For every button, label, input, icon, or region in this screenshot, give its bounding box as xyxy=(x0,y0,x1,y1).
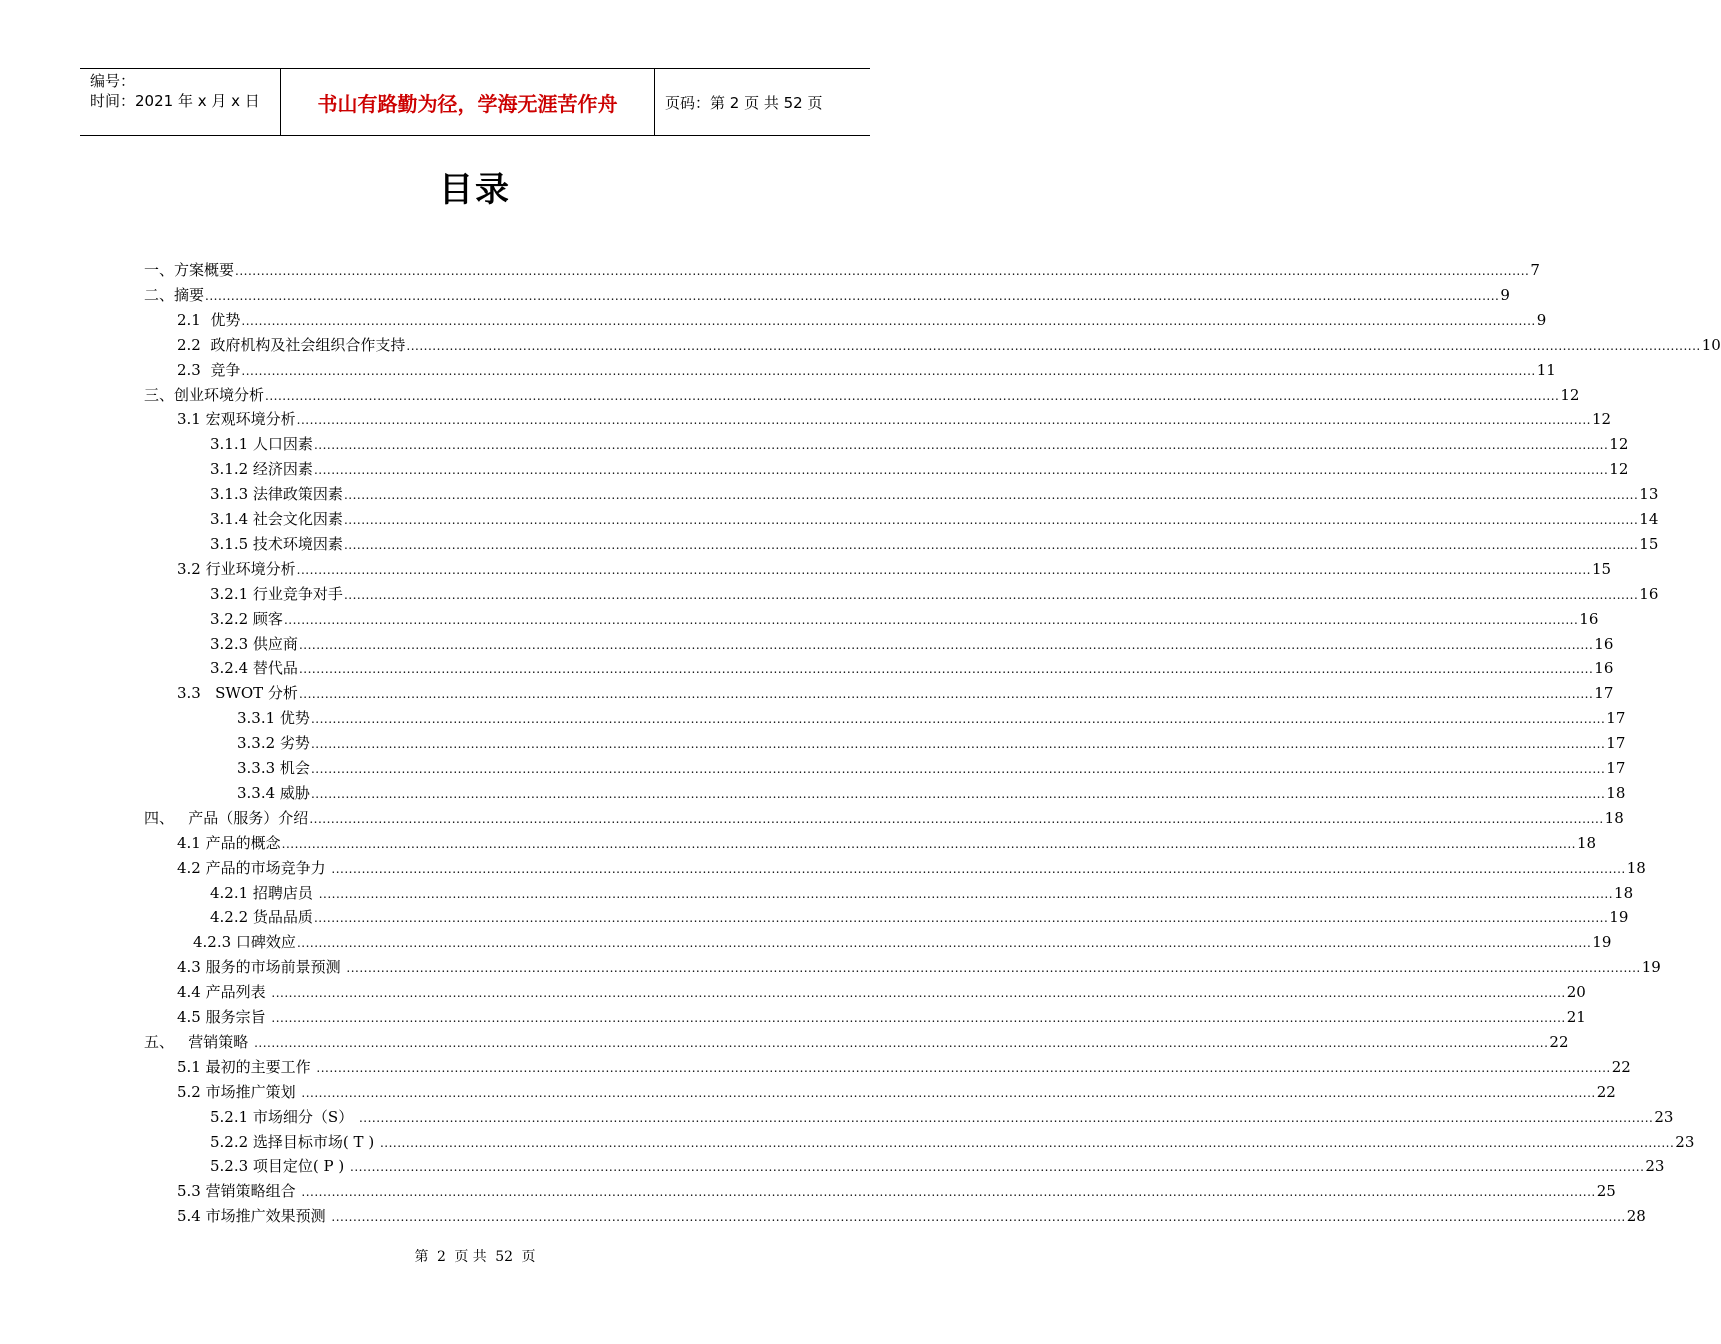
toc-dot-leader: ............................................................................................................................................................................................................................................................................................................ xyxy=(241,313,1536,328)
toc-entry-page: 22 xyxy=(1549,1032,1569,1051)
toc-dot-leader: ............................................................................................................................................................................................................................................................................................................ xyxy=(343,537,1639,552)
toc-dot-leader: ............................................................................................................................................................................................................................................................................................................ xyxy=(296,413,1591,428)
toc-entry-label: 二、摘要 xyxy=(144,285,205,304)
footer-mid: 页 共 xyxy=(454,1249,487,1265)
toc-dot-leader: ............................................................................................................................................................................................................................................................................................................ xyxy=(346,961,1641,976)
toc-entry[interactable] xyxy=(177,1080,1616,1104)
toc-dot-leader: ............................................................................................................................................................................................................................................................................................................ xyxy=(350,1160,1645,1175)
toc-entry-label: 3.3.1 优势 xyxy=(237,709,310,728)
toc-entry[interactable] xyxy=(177,333,1721,357)
toc-dot-leader: ............................................................................................................................................................................................................................................................................................................ xyxy=(298,687,1594,702)
footer-total-pages: 52 xyxy=(495,1249,514,1265)
toc-entry-label: 5.1 最初的主要工作 xyxy=(177,1057,316,1076)
toc-entry[interactable] xyxy=(210,1154,1665,1178)
toc-entry-label: 4.3 服务的市场前景预测 xyxy=(177,958,346,977)
toc-entry-label: 三、创业环境分析 xyxy=(144,385,265,404)
toc-entry[interactable] xyxy=(177,1055,1631,1079)
toc-dot-leader: ............................................................................................................................................................................................................................................................................................................ xyxy=(331,861,1626,876)
toc-entry-page: 10 xyxy=(1701,335,1721,354)
toc-entry-label: 3.1.4 社会文化因素 xyxy=(210,510,343,528)
toc-entry[interactable] xyxy=(193,930,1612,954)
footer-current-page: 2 xyxy=(436,1249,446,1265)
toc-dot-leader: ............................................................................................................................................................................................................................................................................................................ xyxy=(205,288,1500,303)
toc-entry-label: 3.2.2 顾客 xyxy=(210,609,283,628)
toc-entry[interactable] xyxy=(177,681,1614,705)
toc-entry-page: 17 xyxy=(1606,734,1626,753)
toc-entry[interactable] xyxy=(177,1204,1646,1228)
toc-entry-label: 3.3.3 机会 xyxy=(237,759,310,777)
page-title: 目录 xyxy=(439,170,511,210)
toc-entry[interactable] xyxy=(210,582,1659,606)
toc-entry-label: 3.1.2 经济因素 xyxy=(210,460,313,479)
header-motto: 书山有路勤为径，学海无涯苦作舟 xyxy=(281,69,655,135)
toc-entry-page: 16 xyxy=(1639,584,1659,603)
toc-entry-page: 11 xyxy=(1536,360,1556,379)
toc-entry-page: 19 xyxy=(1641,958,1661,977)
toc-dot-leader: ............................................................................................................................................................................................................................................................................................................ xyxy=(271,986,1566,1001)
toc-entry-label: 4.1 产品的概念 xyxy=(177,833,281,852)
toc-entry[interactable] xyxy=(210,432,1629,456)
toc-dot-leader: ............................................................................................................................................................................................................................................................................................................ xyxy=(310,762,1606,776)
toc-dot-leader: ............................................................................................................................................................................................................................................................................................................ xyxy=(298,662,1594,677)
toc-dot-leader: ............................................................................................................................................................................................................................................................................................................ xyxy=(343,587,1639,602)
toc-entry[interactable] xyxy=(177,308,1547,332)
toc-entry-label: 3.3.4 威胁 xyxy=(237,783,310,802)
toc-entry-page: 18 xyxy=(1606,783,1626,802)
toc-entry[interactable] xyxy=(144,258,1540,282)
toc-entry[interactable] xyxy=(237,781,1626,805)
toc-dot-leader: ............................................................................................................................................................................................................................................................................................................ xyxy=(281,836,1576,851)
toc-dot-leader: ............................................................................................................................................................................................................................................................................................................ xyxy=(358,1110,1654,1125)
toc-entry[interactable] xyxy=(177,831,1597,855)
toc-dot-leader: ............................................................................................................................................................................................................................................................................................................ xyxy=(301,1085,1596,1100)
toc-dot-leader: ............................................................................................................................................................................................................................................................................................................ xyxy=(379,1135,1675,1150)
toc-entry-page: 22 xyxy=(1596,1082,1616,1101)
toc-entry-label: 4.2 产品的市场竞争力 xyxy=(177,858,331,877)
toc-entry[interactable] xyxy=(237,756,1626,780)
toc-dot-leader: ............................................................................................................................................................................................................................................................................................................ xyxy=(316,1060,1611,1075)
toc-entry-page: 19 xyxy=(1609,908,1629,927)
toc-entry-label: 3.3.2 劣势 xyxy=(237,734,310,753)
toc-dot-leader: ............................................................................................................................................................................................................................................................................................................ xyxy=(313,463,1609,478)
toc-entry-label: 5.2.1 市场细分（S） xyxy=(210,1107,358,1126)
toc-entry-page: 18 xyxy=(1576,833,1597,852)
toc-entry-page: 23 xyxy=(1645,1157,1665,1176)
toc-entry-label: 4.5 服务宗旨 xyxy=(177,1008,271,1026)
toc-dot-leader: ............................................................................................................................................................................................................................................................................................................ xyxy=(310,712,1606,727)
toc-entry-label: 2.3 竞争 xyxy=(177,360,241,379)
toc-entry-label: 3.1.3 法律政策因素 xyxy=(210,485,343,504)
toc-entry[interactable] xyxy=(177,955,1661,979)
toc-dot-leader: ............................................................................................................................................................................................................................................................................................................ xyxy=(235,264,1530,278)
toc-dot-leader: ............................................................................................................................................................................................................................................................................................................ xyxy=(296,936,1592,951)
toc-entry[interactable] xyxy=(144,806,1624,830)
toc-dot-leader: ............................................................................................................................................................................................................................................................................................................ xyxy=(301,1185,1596,1200)
toc-entry-label: 五、 营销策略 xyxy=(144,1032,254,1051)
toc-entry-page: 14 xyxy=(1639,510,1659,528)
toc-entry-page: 13 xyxy=(1639,485,1659,504)
toc-entry-label: 2.1 优势 xyxy=(177,310,241,329)
toc-entry-label: 3.1.1 人口因素 xyxy=(210,435,313,454)
toc-entry[interactable] xyxy=(237,706,1626,730)
toc-entry[interactable] xyxy=(210,607,1599,631)
page-header xyxy=(80,68,870,136)
toc-entry-label: 5.3 营销策略组合 xyxy=(177,1182,301,1201)
toc-entry-label: 5.4 市场推广效果预测 xyxy=(177,1207,331,1226)
toc-dot-leader: ............................................................................................................................................................................................................................................................................................................ xyxy=(313,438,1609,453)
toc-entry-page: 9 xyxy=(1536,310,1547,329)
toc-entry-label: 一、方案概要 xyxy=(144,261,235,279)
toc-entry-page: 25 xyxy=(1596,1182,1616,1201)
page-footer xyxy=(0,1246,950,1266)
toc-entry-page: 16 xyxy=(1594,659,1614,678)
toc-entry-label: 4.2.1 招聘店员 xyxy=(210,883,318,902)
toc-entry[interactable] xyxy=(210,1105,1674,1129)
toc-dot-leader: ............................................................................................................................................................................................................................................................................................................ xyxy=(343,488,1639,503)
header-time-label: 时间：2021 年 x 月 x 日 xyxy=(90,92,260,110)
toc-entry[interactable] xyxy=(210,881,1634,905)
toc-entry-page: 12 xyxy=(1560,385,1580,404)
toc-entry-page: 16 xyxy=(1594,634,1614,653)
toc-entry[interactable] xyxy=(177,980,1586,1004)
toc-entry-label: 5.2.3 项目定位( P ) xyxy=(210,1157,350,1176)
toc-entry[interactable] xyxy=(177,1005,1586,1029)
toc-dot-leader: ............................................................................................................................................................................................................................................................................................................ xyxy=(406,338,1701,353)
toc-dot-leader: ............................................................................................................................................................................................................................................................................................................ xyxy=(283,612,1579,627)
toc-dot-leader: ............................................................................................................................................................................................................................................................................................................ xyxy=(310,786,1606,801)
toc-dot-leader: ............................................................................................................................................................................................................................................................................................................ xyxy=(241,363,1536,378)
toc-entry-page: 15 xyxy=(1639,534,1659,553)
toc-dot-leader: ............................................................................................................................................................................................................................................................................................................ xyxy=(313,911,1609,926)
toc-entry-page: 18 xyxy=(1626,858,1646,877)
toc-entry[interactable] xyxy=(177,557,1612,581)
toc-entry-label: 2.2 政府机构及社会组织合作支持 xyxy=(177,335,406,354)
toc-dot-leader: ............................................................................................................................................................................................................................................................................................................ xyxy=(318,886,1614,901)
footer-prefix: 第 xyxy=(414,1249,429,1265)
toc-entry-label: 四、 产品（服务）介绍 xyxy=(144,808,309,827)
header-page-info: 页码：第 2 页 共 52 页 xyxy=(665,93,823,112)
toc-entry-page: 18 xyxy=(1604,808,1624,827)
toc-entry[interactable] xyxy=(210,1130,1695,1154)
toc-entry-page: 16 xyxy=(1579,609,1599,628)
toc-entry[interactable] xyxy=(177,856,1646,880)
toc-dot-leader: ............................................................................................................................................................................................................................................................................................................ xyxy=(265,388,1560,403)
toc-dot-leader: ............................................................................................................................................................................................................................................................................................................ xyxy=(310,737,1606,752)
toc-entry[interactable] xyxy=(177,358,1556,382)
toc-dot-leader: ............................................................................................................................................................................................................................................................................................................ xyxy=(254,1035,1549,1050)
toc-entry[interactable] xyxy=(210,632,1614,656)
toc-entry[interactable] xyxy=(210,457,1629,481)
toc-entry-page: 12 xyxy=(1609,460,1629,479)
toc-entry[interactable] xyxy=(210,532,1659,556)
toc-entry-label: 3.3 SWOT 分析 xyxy=(177,684,298,703)
footer-suffix: 页 xyxy=(521,1249,536,1265)
toc-entry-label: 5.2.2 选择目标市场( T ) xyxy=(210,1132,379,1151)
toc-dot-leader: ............................................................................................................................................................................................................................................................................................................ xyxy=(309,811,1604,826)
toc-entry[interactable] xyxy=(144,283,1510,307)
toc-dot-leader: ............................................................................................................................................................................................................................................................................................................ xyxy=(298,637,1594,652)
toc-entry-page: 21 xyxy=(1566,1008,1586,1026)
toc-entry-label: 3.2 行业环境分析 xyxy=(177,559,296,578)
toc-entry-page: 12 xyxy=(1591,410,1612,429)
toc-entry-page: 19 xyxy=(1592,933,1612,952)
toc-entry-page: 23 xyxy=(1654,1107,1674,1126)
toc-entry[interactable] xyxy=(144,1030,1569,1054)
toc-entry[interactable] xyxy=(144,383,1580,407)
toc-entry[interactable] xyxy=(210,507,1659,531)
toc-entry-label: 5.2 市场推广策划 xyxy=(177,1082,301,1101)
toc-entry[interactable] xyxy=(177,407,1612,431)
toc-entry[interactable] xyxy=(210,656,1614,680)
header-number-label: 编号： xyxy=(90,72,136,90)
toc-entry-page: 17 xyxy=(1594,684,1614,703)
toc-entry-page: 9 xyxy=(1500,285,1510,304)
toc-entry-page: 17 xyxy=(1606,709,1626,728)
toc-dot-leader: ............................................................................................................................................................................................................................................................................................................ xyxy=(296,562,1591,577)
toc-entry-label: 3.2.3 供应商 xyxy=(210,634,298,653)
toc-dot-leader: ............................................................................................................................................................................................................................................................................................................ xyxy=(271,1011,1566,1025)
toc-entry-page: 20 xyxy=(1566,983,1586,1002)
toc-entry[interactable] xyxy=(177,1179,1616,1203)
toc-entry-label: 3.1.5 技术环境因素 xyxy=(210,534,343,553)
toc-entry-page: 15 xyxy=(1591,559,1612,578)
toc-entry-page: 12 xyxy=(1609,435,1629,454)
toc-entry-label: 3.2.1 行业竞争对手 xyxy=(210,584,343,603)
toc-entry[interactable] xyxy=(237,731,1626,755)
toc-entry-label: 3.2.4 替代品 xyxy=(210,659,298,678)
toc-entry-label: 4.2.2 货品品质 xyxy=(210,908,313,927)
toc-entry[interactable] xyxy=(210,482,1659,506)
toc-entry-label: 3.1 宏观环境分析 xyxy=(177,410,296,429)
toc-entry-page: 22 xyxy=(1611,1057,1631,1076)
toc-entry-page: 23 xyxy=(1675,1132,1695,1151)
toc-dot-leader: ............................................................................................................................................................................................................................................................................................................ xyxy=(331,1210,1626,1225)
toc-entry-page: 7 xyxy=(1530,261,1540,279)
header-info-cell xyxy=(80,69,281,135)
toc-entry-label: 4.2.3 口碑效应 xyxy=(193,933,296,952)
toc-dot-leader: ............................................................................................................................................................................................................................................................................................................ xyxy=(343,513,1639,527)
toc-entry-page: 18 xyxy=(1614,883,1634,902)
toc-entry-page: 17 xyxy=(1606,759,1626,777)
toc-entry-page: 28 xyxy=(1626,1207,1646,1226)
toc-entry-label: 4.4 产品列表 xyxy=(177,983,271,1002)
toc-entry[interactable] xyxy=(210,905,1629,929)
